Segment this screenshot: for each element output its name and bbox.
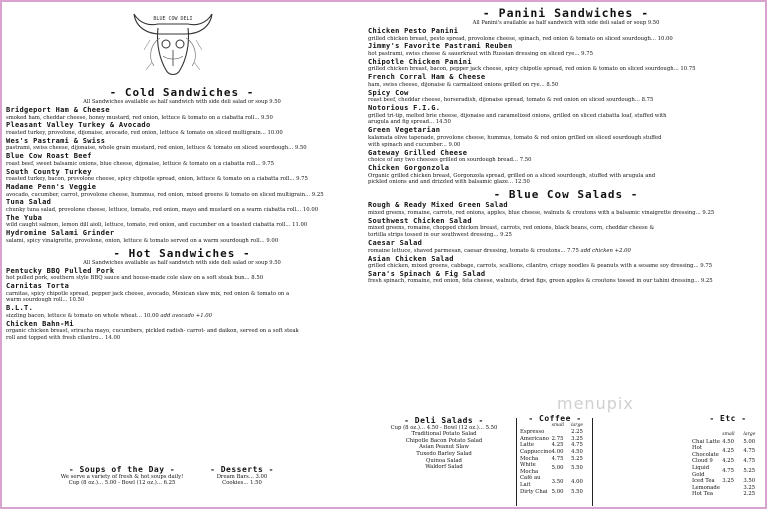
coffee-col-small: small xyxy=(551,422,565,428)
menu-item-name: B.L.T. xyxy=(6,304,34,313)
coffee-row xyxy=(520,429,590,436)
menu-item-description xyxy=(368,51,764,58)
etc-price-small: 4.25 xyxy=(722,458,735,465)
menu-item-description-text: carnitas, spicy chipotle spread, pepper jack cheese, avocado, Mexican slaw mix, red onion & tomato on a xyxy=(6,290,290,297)
soups-box xyxy=(42,467,202,487)
coffee-title: - Coffee - xyxy=(528,414,582,423)
etc-price-large: 5.25 xyxy=(743,468,756,475)
menu-item-name: Hydromine Salami Grinder xyxy=(6,229,115,238)
coffee-price-small: 4.00 xyxy=(551,448,564,455)
desserts-line-1: Dream Bars... 3.00 xyxy=(216,473,268,480)
menu-item-name: Wes's Pastrami & Swiss xyxy=(6,136,106,145)
coffee-item-name: White Mocha xyxy=(520,462,539,475)
etc-price-large: 2.25 xyxy=(743,491,756,498)
coffee-price-large: 4.00 xyxy=(571,478,583,485)
coffee-item-name: Café au Lait xyxy=(520,475,541,488)
menu-item xyxy=(368,164,764,186)
coffee-price-large: 2.25 xyxy=(571,429,583,436)
menu-item xyxy=(368,217,764,239)
etc-title: - Etc - xyxy=(709,414,747,423)
desserts-title: - Desserts - xyxy=(210,465,274,474)
etc-price-large: 5.00 xyxy=(743,438,756,445)
menu-item-description-text: romaine lettuce, shaved parmesan, caesar dressing, tomato & croutons... 7.75 xyxy=(368,247,579,254)
menu-item-description-text: pastrami, swiss cheese, dijonaise, whole grain mustard, red onion, lettuce & tomato on sliced sourdough... 9.50 xyxy=(6,145,307,152)
deli-salad-item: Chipotle Bacon Potato Salad xyxy=(405,437,483,444)
menu-item-name: South County Turkey xyxy=(6,167,92,176)
menu-item-description-text: grilled chicken breast, pesto spread, provolone cheese, spinach, red onion & tomato on sliced sourdough... 10.00 xyxy=(368,35,673,42)
coffee-row xyxy=(520,449,590,456)
cold-sandwiches-title: - Cold Sandwiches - xyxy=(109,86,255,99)
menu-item-description xyxy=(368,135,764,142)
deli-salad-item: Asian Peanut Slaw xyxy=(419,444,469,451)
menu-item-description xyxy=(368,66,764,73)
menu-item xyxy=(368,89,764,104)
deli-salad-item: Traditional Potato Salad xyxy=(411,431,477,438)
coffee-item-name: Mocha xyxy=(520,455,539,462)
menu-item-name: Pleasant Valley Turkey & Avocado xyxy=(6,121,151,130)
menu-item-name: Chicken Bahn-Mi xyxy=(6,319,74,328)
menu-item xyxy=(6,229,358,244)
coffee-price-small: 2.75 xyxy=(551,435,564,442)
deli-salad-item: Tuxedo Barley Salad xyxy=(416,450,472,457)
soups-title: - Soups of the Day - xyxy=(68,465,176,474)
etc-box xyxy=(692,416,764,423)
menu-item xyxy=(368,73,764,88)
menu-item-description-text: ham, swiss cheese, dijonaise & carmalized onions grilled on rye... 8.50 xyxy=(368,81,559,88)
menu-item-description-text: hot pastrami, swiss cheese & sauerkraut with Russian dressing on sliced rye... 9.75 xyxy=(368,50,593,57)
hot-sandwiches-list xyxy=(6,267,358,342)
menu-item-description-text: smoked ham, cheddar cheese, honey mustard, red onion, lettuce & tomato on a ciabatta roll... 9.50 xyxy=(6,114,273,121)
menu-item-description-text: roast beef, sweet balsamic onions, blue cheese, dijonaise, lettuce & tomato on a ciabatta roll... 9.75 xyxy=(6,160,275,167)
menu-item-description xyxy=(6,275,358,282)
menu-item-description xyxy=(6,145,358,152)
menu-item xyxy=(368,58,764,73)
etc-table-box xyxy=(692,432,764,498)
menu-item-name: The Yuba xyxy=(6,213,43,222)
right-column xyxy=(368,6,764,285)
etc-item-name: Chai Latte xyxy=(692,438,721,445)
menu-item-description xyxy=(368,248,764,255)
menu-item-description-cont: with spinach and cucumber... 9.00 xyxy=(368,141,461,148)
menu-item-name: French Corral Ham & Cheese xyxy=(368,73,486,82)
menu-item-description xyxy=(368,225,764,232)
menu-item-name: Tuna Salad xyxy=(6,198,52,207)
deli-salad-item: Waldorf Salad xyxy=(425,464,463,471)
menu-item-name: Asian Chicken Salad xyxy=(368,254,454,263)
menu-item-name: Carnitas Torta xyxy=(6,282,70,291)
etc-row xyxy=(692,445,764,458)
menu-item xyxy=(6,214,358,229)
menu-item-name: Caesar Salad xyxy=(368,239,423,248)
menu-item-name: Madame Penn's Veggie xyxy=(6,183,97,192)
menu-item-description xyxy=(6,313,358,320)
etc-item-name: Hot Chocolate xyxy=(692,445,719,458)
menu-item-description xyxy=(368,263,764,270)
menu-item-name: Blue Cow Roast Beef xyxy=(6,152,92,161)
menu-item-description-text: grilled tri-tip, melted brie cheese, dijonaise and caramelized onions, grilled on sliced ciabatta loaf, stuffed with xyxy=(368,112,667,119)
menu-item-description xyxy=(6,238,358,245)
etc-price-small: 3.25 xyxy=(722,478,735,485)
menu-item xyxy=(6,121,358,136)
menu-item-description-text: Organic grilled chicken breast, Gorgonzola spread, grilled on a sliced sourdough, stuffed with arugula and xyxy=(368,172,656,179)
etc-row xyxy=(692,491,764,498)
etc-price-large: 4.75 xyxy=(743,448,756,455)
soups-line-1: We serve a variety of fresh & hot soups daily! xyxy=(60,473,184,480)
coffee-item-name: Americano xyxy=(520,435,549,442)
cold-sandwiches-note: All Sandwiches available as half sandwich with side deli salad or soup 9.50 xyxy=(83,99,281,105)
etc-price-large: 4.75 xyxy=(743,458,756,465)
menu-item-name: Chicken Pesto Panini xyxy=(368,27,459,35)
menu-item-description-text: sizzling bacon, lettuce & tomato on whole wheat... 10.00 xyxy=(6,312,159,319)
menu-item xyxy=(368,255,764,270)
coffee-row xyxy=(520,442,590,449)
menu-item-description-text: kalamata olive tapenade, provolone cheese, hummus, tomato & red onion grilled on sliced sourdough stuffed xyxy=(368,134,662,141)
coffee-row xyxy=(520,456,590,463)
etc-item-name: Cloud 9 xyxy=(692,458,713,465)
deli-salads-list xyxy=(374,431,514,471)
menu-item xyxy=(368,270,764,285)
menu-item-name: Chicken Gorgonzola xyxy=(368,164,450,173)
menu-item-description xyxy=(6,176,358,183)
menu-item-description-text: choice of any two cheeses grilled on sourdough bread... 7.50 xyxy=(368,157,532,164)
menu-item-description-text: organic chicken breast, sriracha mayo, cucumbers, pickled radish- carrot- and daikon, served on a soft steak xyxy=(6,328,299,335)
coffee-price-large: 3.25 xyxy=(571,435,583,442)
menu-item xyxy=(368,27,764,42)
menu-item xyxy=(6,183,358,198)
menu-item-name: Green Vegetarian xyxy=(368,126,441,135)
coffee-price-large: 4.75 xyxy=(571,442,583,449)
menu-item xyxy=(368,239,764,254)
coffee-item-name: Cappuccino xyxy=(520,448,552,455)
desserts-box xyxy=(202,467,282,487)
menu-item-description-text: roast beef, cheddar cheese, horseradish, dijonaise spread, tomato & red onion on sliced sourdough... 8.75 xyxy=(368,97,654,104)
menu-item xyxy=(368,42,764,57)
divider-line xyxy=(592,418,593,506)
menu-item-description-text: avocado, cucumber, carrot, provolone cheese, hummus, red onion, mixed greens & tomato on sliced multigrain... 9.25 xyxy=(6,191,324,198)
menu-item-name: Pentucky BBQ Pulled Pork xyxy=(6,266,115,275)
menu-item-description-text: salami, spicy vinaigrette, provolone, onion, lettuce & tomato served on a warm sourdough roll... 9.00 xyxy=(6,237,279,244)
etc-row xyxy=(692,465,764,478)
deli-salads-price: Cup (8 oz.)... 4.50 - Bowl (12 oz.)... 5.50 xyxy=(390,424,498,431)
etc-row xyxy=(692,458,764,465)
logo-text: BLUE COW DELI xyxy=(153,16,193,22)
coffee-price-small: 4.75 xyxy=(551,455,564,462)
left-column xyxy=(6,6,358,342)
salads-title: - Blue Cow Salads - xyxy=(493,188,639,202)
coffee-price-small: 5.00 xyxy=(551,488,564,495)
watermark-text: menupix xyxy=(557,394,634,413)
menu-item xyxy=(6,106,358,121)
menu-item-name: Sara's Spinach & Fig Salad xyxy=(368,269,486,278)
menu-item-name: Bridgeport Ham & Cheese xyxy=(6,106,110,114)
menu-item-description-cont: pickled onions and and drizzled with balsamic glaze... 12.50 xyxy=(368,179,530,186)
coffee-header-row xyxy=(520,423,590,430)
coffee-price-small: 4.25 xyxy=(551,442,564,449)
menu-item-description xyxy=(6,115,358,122)
etc-price-small xyxy=(722,491,743,498)
panini-note: All Panini's available as half sandwich with side deli salad or soup 9.50 xyxy=(472,20,660,26)
menu-item xyxy=(368,104,764,126)
deli-salads-title: - Deli Salads - xyxy=(404,416,484,425)
menu-item-description xyxy=(368,157,764,164)
menu-item-description-text: roasted turkey, bacon, provolone cheese, spicy chipotle spread, onion, lettuce & tomato on a ciabatta roll... 9.75 xyxy=(6,176,308,183)
coffee-item-name: Espresso xyxy=(520,429,545,436)
menu-item-name: Chipotle Chicken Panini xyxy=(368,57,472,66)
menu-item-description-cont: warm sourdough roll... 10.50 xyxy=(6,297,85,304)
soups-line-2: Cup (8 oz.)... 5.00 - Bowl (12 oz.)... 6.25 xyxy=(68,480,176,487)
menu-item-extra: add chicken +2.00 xyxy=(580,247,631,254)
menu-item-description xyxy=(6,130,358,137)
menu-item-description xyxy=(368,97,764,104)
menu-item-description xyxy=(6,291,358,298)
etc-price-small: 4.25 xyxy=(722,448,735,455)
menu-item-description-text: roasted turkey, provolone, dijonaise, avocado, red onion, lettuce & tomato on sliced multigrain... 10.00 xyxy=(6,129,283,136)
menu-item-description xyxy=(6,222,358,229)
coffee-col-large: large xyxy=(571,422,584,428)
menu-item-description xyxy=(368,278,764,285)
coffee-row xyxy=(520,436,590,443)
etc-price-large: 3.50 xyxy=(743,478,756,485)
coffee-box xyxy=(520,416,590,495)
menu-item-description xyxy=(368,210,764,217)
menu-item xyxy=(6,282,358,304)
menu-item-name: Jimmy's Favorite Pastrami Reuben xyxy=(368,42,513,51)
menu-item xyxy=(6,304,358,319)
hot-sandwiches-note: All Sandwiches available as half sandwich with side deli salad or soup 9.50 xyxy=(83,259,281,266)
coffee-table xyxy=(520,423,590,496)
desserts-line-2: Cookies... 1.50 xyxy=(222,480,262,487)
coffee-row xyxy=(520,475,590,488)
etc-row xyxy=(692,439,764,446)
menu-item-description-cont: arugula and fig spread... 14.50 xyxy=(368,119,451,126)
menu-item xyxy=(6,198,358,213)
etc-item-name: Iced Tea xyxy=(692,478,715,485)
etc-item-name: Liquid Gold xyxy=(692,464,710,478)
hot-sandwiches-title: - Hot Sandwiches - xyxy=(113,246,251,260)
etc-price-small: 4.50 xyxy=(722,438,735,445)
etc-col-large: large xyxy=(743,432,756,437)
menu-item xyxy=(6,320,358,342)
menu-item-extra: add avocado +1.00 xyxy=(160,312,213,319)
menu-item-name: Southwest Chicken Salad xyxy=(368,216,472,225)
menu-item-description xyxy=(6,207,358,214)
menu-item-description-text: grilled chicken, mixed greens, cabbage, carrots, scallions, cilantro, crispy noodles & peanuts with a sesame soy dressing... 9.75 xyxy=(368,263,713,269)
menu-item-name: Spicy Cow xyxy=(368,88,409,97)
menu-item-description-cont: roll and topped with fresh cilantro... 14.00 xyxy=(6,335,121,342)
menu-item-description xyxy=(6,328,358,335)
menu-item-name: Notorious F.I.G. xyxy=(368,104,441,113)
deli-salads-box xyxy=(374,418,514,471)
menu-item-description-text: mixed greens, romaine, chopped chicken breast, carrots, red onions, black beans, corn, cheddar cheese & xyxy=(368,225,655,232)
etc-price-large: 3.25 xyxy=(743,484,756,491)
etc-header-row xyxy=(692,432,764,439)
panini-list xyxy=(368,27,764,186)
coffee-price-small xyxy=(552,429,571,436)
etc-table xyxy=(692,432,764,498)
coffee-price-large: 5.50 xyxy=(571,465,583,472)
salads-list xyxy=(368,201,764,285)
menu-item-name: Gateway Grilled Cheese xyxy=(368,148,468,157)
coffee-row xyxy=(520,489,590,496)
menu-item-description xyxy=(368,36,764,43)
etc-price-small: 4.75 xyxy=(722,468,735,475)
menu-item-description xyxy=(368,113,764,120)
panini-title: - Panini Sandwiches - xyxy=(482,6,650,20)
menu-item-description-text: fresh spinach, romaine, red onion, feta cheese, walnuts, dried figs, green apples & croutons tossed in our tahini dressing... 9.25 xyxy=(368,278,713,285)
deli-salad-item: Quinoa Salad xyxy=(426,457,462,464)
coffee-price-large: 5.25 xyxy=(571,455,583,462)
menu-item xyxy=(368,126,764,148)
etc-item-name: Lemonade xyxy=(692,484,720,491)
menu-item xyxy=(6,168,358,183)
menu-item-description xyxy=(368,82,764,89)
etc-item-name: Hot Tea xyxy=(692,491,714,498)
coffee-item-name: Dirty Chai xyxy=(520,488,548,495)
menu-item-description xyxy=(6,192,358,199)
coffee-price-small: 3.50 xyxy=(551,478,564,485)
menu-item-description-text: wild caught salmon, lemon dill aioli, lettuce, tomato, red onion, and cucumber on a toasted ciabatta roll... 11.00 xyxy=(6,222,308,229)
coffee-item-name: Latte xyxy=(520,442,535,449)
coffee-row xyxy=(520,462,590,475)
menu-item xyxy=(6,152,358,167)
coffee-price-large: 4.50 xyxy=(571,448,583,455)
etc-col-small: small xyxy=(722,432,735,437)
menu-item-description xyxy=(6,161,358,168)
menu-item-name: Rough & Ready Mixed Green Salad xyxy=(368,201,508,210)
menu-item xyxy=(368,201,764,216)
etc-row xyxy=(692,485,764,492)
menu-item-description-text: chunky tuna salad, provolone cheese, lettuce, tomato, red onion, mayo and mustard on a warm ciabatta roll... 10.00 xyxy=(6,206,319,213)
menu-item-description-cont: tortilla strips tossed in our southwest dressing... 9.25 xyxy=(368,232,512,239)
coffee-price-small: 5.00 xyxy=(551,465,564,472)
menu-item-description-text: mixed greens, romaine, carrots, red onions, apples, blue cheese, walnuts & croutons with a balsamic vinaigrette dressing... 9.25 xyxy=(368,209,715,216)
menu-item xyxy=(6,137,358,152)
divider-line xyxy=(516,418,517,506)
etc-price-small xyxy=(722,485,743,492)
coffee-price-large: 5.50 xyxy=(571,488,583,495)
menu-item-description xyxy=(368,173,764,180)
menu-item xyxy=(6,267,358,282)
cold-sandwiches-list xyxy=(6,106,358,245)
etc-row xyxy=(692,478,764,485)
menu-item xyxy=(368,149,764,164)
menu-item-description-text: grilled chicken breast, bacon, pepper jack cheese, spicy chipotle spread, red onion & tomato on sliced sourdough... 10.75 xyxy=(368,66,696,73)
menu-item-description-text: hot pulled pork, southern style BBQ sauce and house-made cole slaw on a soft steak bun... 8.50 xyxy=(6,275,264,282)
